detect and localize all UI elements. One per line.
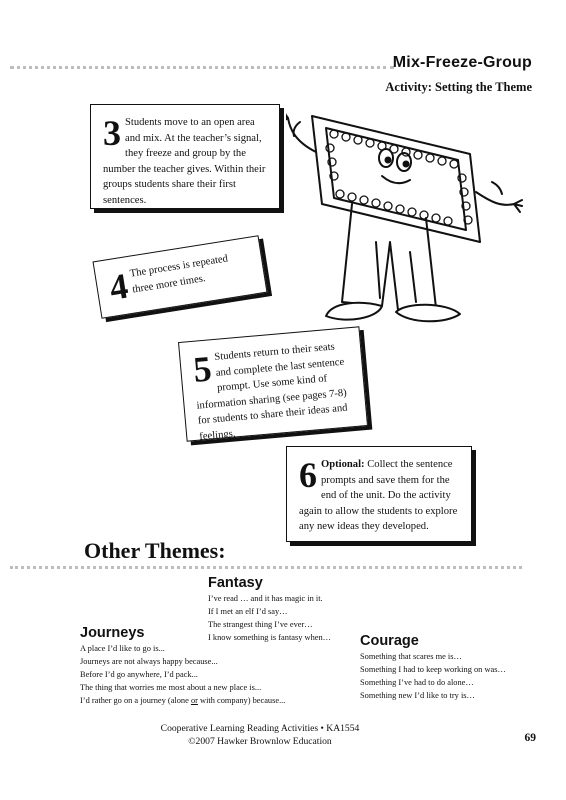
step-number: 3 — [103, 113, 121, 153]
tablet-character-illustration — [286, 92, 526, 352]
step-text: Collect the sentence prompts and save them for the end of the unit. Do the activity again to allow the students to explore any new ideas they developed. — [299, 459, 458, 532]
step-5-card — [178, 326, 368, 441]
step-number: 5 — [191, 348, 214, 390]
page-footer — [0, 722, 520, 748]
theme-title: Journeys — [80, 625, 145, 641]
footer-series: Cooperative Learning Reading Activities • KA1554 — [160, 723, 360, 734]
prompt-line: Journeys are not always happy because... — [80, 657, 218, 666]
theme-journeys — [80, 624, 285, 707]
prompt-line: I’d rather go on a journey (alone or with company) because... — [80, 696, 286, 705]
prompt-line: Something new I’d like to try is… — [360, 691, 475, 700]
other-themes-divider — [10, 566, 522, 569]
theme-courage — [360, 632, 506, 702]
theme-title: Fantasy — [208, 575, 263, 591]
step-number: 4 — [106, 265, 131, 308]
page-title: Mix-Freeze-Group — [392, 54, 532, 71]
footer-copyright: ©2007 Hawker Brownlow Education — [188, 736, 332, 747]
prompt-line: Before I’d go anywhere, I’d pack... — [80, 670, 198, 679]
prompt-line: Something that scares me is… — [360, 652, 462, 661]
prompt-line: If I met an elf I’d say… — [208, 607, 288, 616]
step-text: The process is repeated three more times. — [129, 253, 229, 296]
step-4-card — [92, 235, 267, 319]
prompt-line: The thing that worries me most about a new place is... — [80, 683, 262, 692]
step-label: Optional: — [321, 459, 365, 470]
other-themes-heading: Other Themes: — [84, 538, 226, 563]
prompt-line: Something I had to keep working on was… — [360, 665, 506, 674]
header-divider — [10, 66, 394, 69]
step-text: Students move to an open area and mix. At the teacher’s signal, they freeze and group by the number the teacher gives. Within their groups students share their first sentences. — [103, 117, 266, 206]
step-number: 6 — [299, 455, 317, 495]
prompt-line: Something I’ve had to do alone… — [360, 678, 474, 687]
theme-title: Courage — [360, 633, 419, 649]
step-6-card — [286, 446, 472, 542]
step-text: Students return to their seats and complete the last sentence prompt. Use some kind of information sharing (see pages 7-8) for students to share their ideas and feelings. — [196, 341, 348, 443]
activity-subtitle: Activity: Setting the Theme — [385, 80, 532, 94]
step-3-card — [90, 104, 280, 209]
prompt-line: The strangest thing I’ve ever… — [208, 620, 313, 629]
page-number: 69 — [524, 732, 536, 744]
prompt-line: I know something is fantasy when… — [208, 633, 332, 642]
prompt-line: I’ve read … and it has magic in it. — [208, 594, 323, 603]
prompt-line: A place I’d like to go is... — [80, 644, 165, 653]
